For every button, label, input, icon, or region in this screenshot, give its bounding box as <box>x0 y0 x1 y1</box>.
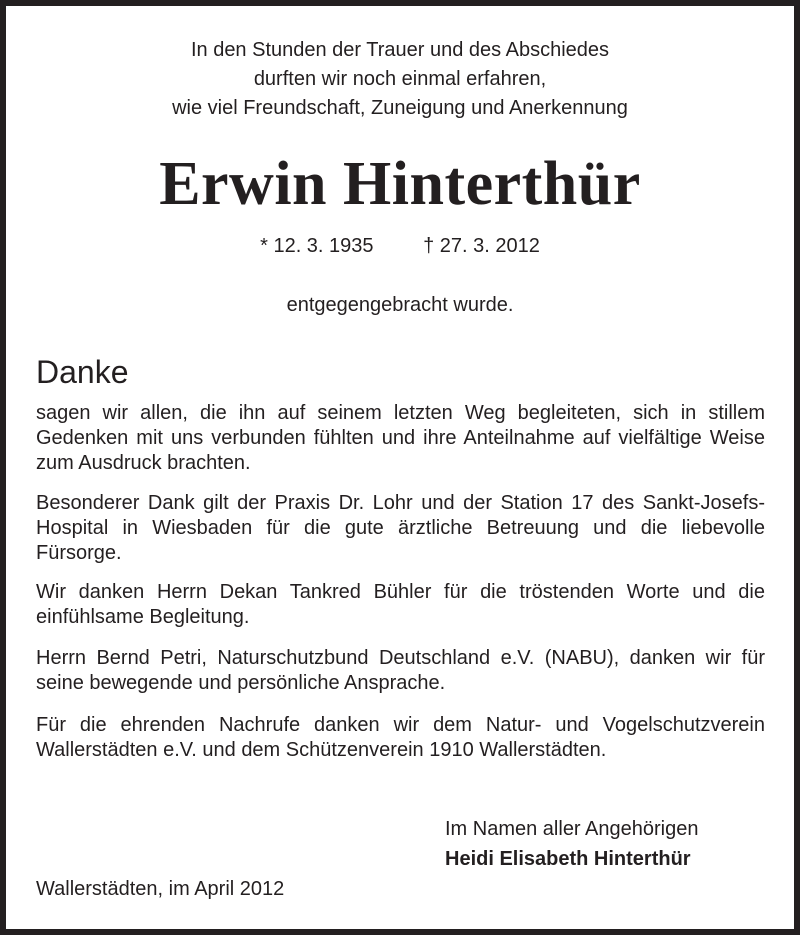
intro-line: wie viel Freundschaft, Zuneigung und Anerkennung <box>172 97 628 119</box>
place-date: Wallerstädten, im April 2012 <box>36 878 285 900</box>
thanks-heading: Danke <box>36 354 129 390</box>
paragraph: Für die ehrenden Nachrufe danken wir dem Natur- und Vogelschutzverein Wallerstädten e.V. und dem Schützenverein 1910 Wallerstädten. <box>36 714 765 761</box>
death-date: † 27. 3. 2012 <box>423 235 540 257</box>
birth-date: * 12. 3. 1935 <box>260 235 374 257</box>
intro-text <box>6 36 794 123</box>
deceased-name: Erwin Hinterthür <box>159 150 641 218</box>
paragraph: Besonderer Dank gilt der Praxis Dr. Lohr und der Station 17 des Sankt-Josefs-Hospital in Wiesbaden für die gute ärztliche Betreuung und die liebevolle Fürsorge. <box>36 492 765 564</box>
signature-line: Im Namen aller Angehörigen <box>445 818 699 840</box>
signature-block <box>445 814 698 874</box>
life-dates <box>6 235 794 258</box>
intro-line: In den Stunden der Trauer und des Abschiedes <box>190 39 610 61</box>
paragraph: Herrn Bernd Petri, Naturschutzbund Deutschland e.V. (NABU), danken wir für seine bewegende und persönliche Ansprache. <box>36 647 765 694</box>
obituary-notice <box>6 6 794 929</box>
paragraph: sagen wir allen, die ihn auf seinem letzten Weg begleiteten, sich in stillem Gedenken mit uns verbunden fühlten und ihre Anteilnahme auf vielfältige Weise zum Ausdruck brachten. <box>36 402 765 474</box>
intro-line: durften wir noch einmal erfahren, <box>253 68 547 90</box>
paragraph: Wir danken Herrn Dekan Tankred Bühler für die tröstenden Worte und die einfühlsame Begleitung. <box>36 581 765 628</box>
intro-closing: entgegengebracht wurde. <box>286 294 514 316</box>
signer-name: Heidi Elisabeth Hinterthür <box>445 848 691 870</box>
